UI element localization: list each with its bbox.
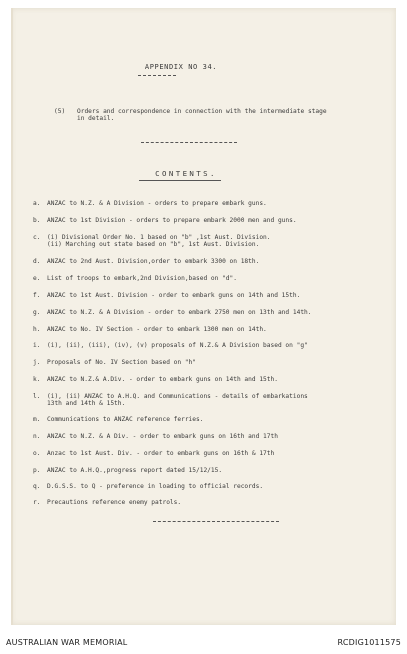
item-text: ANZAC to A.H.Q.,progress report dated 15/12/15. xyxy=(47,467,223,474)
document-page xyxy=(11,8,396,625)
item-text: Anzac to 1st Aust. Div. - order to embark guns on 16th & 17th xyxy=(47,450,275,457)
item-text: Proposals of No. IV Section based on "h" xyxy=(47,359,197,366)
item-letter: m. xyxy=(33,416,41,423)
item-text: D.G.S.S. to Q - preference in loading to official records. xyxy=(47,483,264,490)
item-text: (i), (ii) ANZAC to A.H.Q. and Communications - details of embarkations 13th and 14th & 15th. xyxy=(47,393,308,407)
item-letter: n. xyxy=(33,433,41,440)
item-letter: q. xyxy=(33,483,41,490)
item-letter: o. xyxy=(33,450,41,457)
item-letter: g. xyxy=(33,309,41,316)
archive-name: AUSTRALIAN WAR MEMORIAL xyxy=(6,638,128,647)
item-letter: c. xyxy=(33,234,41,241)
reference-number: (5) xyxy=(54,108,66,115)
section-divider xyxy=(141,142,237,143)
item-letter: l. xyxy=(33,393,41,400)
contents-heading: CONTENTS. xyxy=(155,169,217,178)
contents-underline xyxy=(139,180,221,181)
item-letter: d. xyxy=(33,258,41,265)
item-letter: a. xyxy=(33,200,41,207)
item-text: Precautions reference enemy patrols. xyxy=(47,499,182,506)
appendix-title: APPENDIX NO 34. xyxy=(144,63,218,71)
item-text: Communications to ANZAC reference ferries. xyxy=(47,416,204,423)
item-text: ANZAC to N.Z. & A Div. - order to embark guns on 16th and 17th xyxy=(47,433,278,440)
item-letter: e. xyxy=(33,275,41,282)
item-text: ANZAC to 1st Division - orders to prepare embark 2000 men and guns. xyxy=(47,217,297,224)
item-letter: i. xyxy=(33,342,41,349)
reference-text: Orders and correspondence in connection with the intermediate stage in detail. xyxy=(77,108,327,122)
archive-footer xyxy=(0,636,407,650)
item-text: (i) Divisional Order No. 1 based on "b" ,1st Aust. Division. (ii) Marching out state based on "b", 1st Aust. Division. xyxy=(47,234,271,248)
item-letter: b. xyxy=(33,217,41,224)
item-letter: h. xyxy=(33,326,41,333)
item-text: ANZAC to No. IV Section - order to embark 1300 men on 14th. xyxy=(47,326,267,333)
end-divider xyxy=(153,521,279,522)
item-text: (i), (ii), (iii), (iv), (v) proposals of N.Z.& A Division based on "g" xyxy=(47,342,308,349)
item-text: ANZAC to 1st Aust. Division - order to embark guns on 14th and 15th. xyxy=(47,292,301,299)
item-letter: j. xyxy=(33,359,41,366)
item-letter: k. xyxy=(33,376,41,383)
item-text: List of troops to embark,2nd Division,based on "d". xyxy=(47,275,237,282)
item-text: ANZAC to N.Z. & A Division - orders to prepare embark guns. xyxy=(47,200,267,207)
archive-reference-id: RCDIG1011575 xyxy=(337,638,401,647)
item-text: ANZAC to 2nd Aust. Division,order to embark 3300 on 18th. xyxy=(47,258,260,265)
item-letter: p. xyxy=(33,467,41,474)
item-letter: r. xyxy=(33,499,41,506)
item-text: ANZAC to N.Z. & A Division - order to embark 2750 men on 13th and 14th. xyxy=(47,309,312,316)
item-letter: f. xyxy=(33,292,41,299)
appendix-underline xyxy=(138,75,176,76)
item-text: ANZAC to N.Z.& A.Div. - order to embark guns on 14th and 15th. xyxy=(47,376,278,383)
document-body xyxy=(11,8,396,625)
